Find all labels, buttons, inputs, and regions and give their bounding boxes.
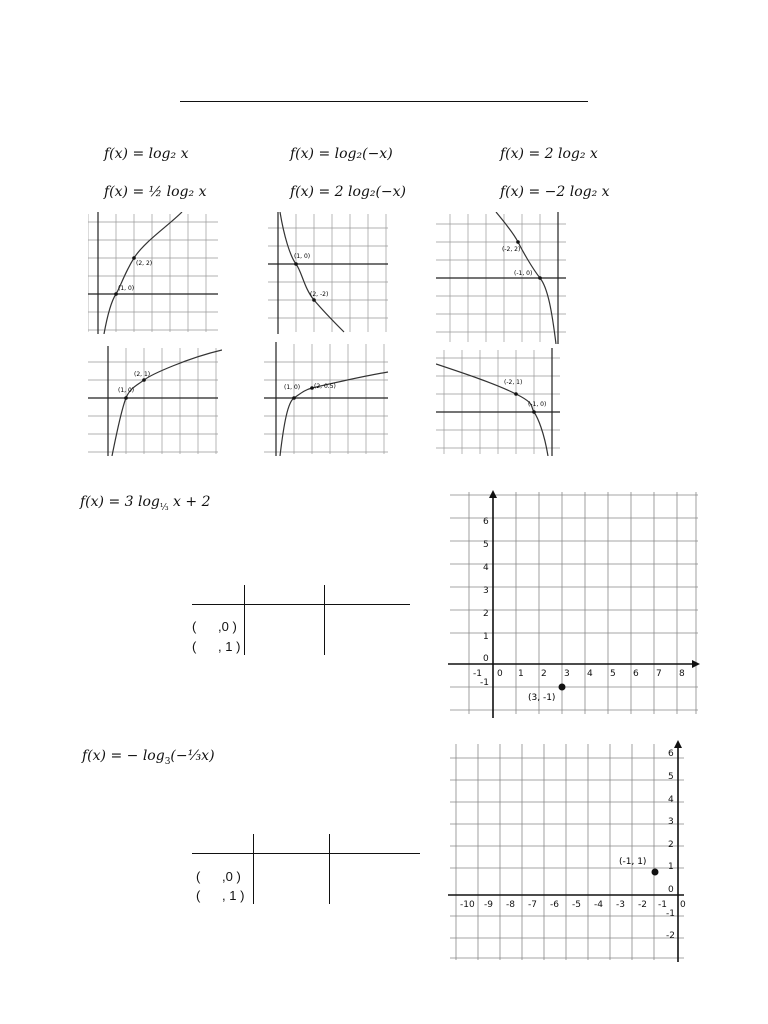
svg-text:0: 0: [483, 654, 489, 664]
svg-text:7: 7: [656, 669, 662, 679]
svg-text:4: 4: [483, 563, 489, 573]
formula-neg2log2x: [500, 184, 610, 200]
table2-header-line: [192, 853, 420, 854]
svg-text:2: 2: [541, 669, 547, 679]
point-label: (-1, 0): [528, 401, 547, 408]
formula-text: f(x) = 2 log₂(−x): [290, 184, 407, 200]
problem1-formula: [80, 494, 210, 513]
point-1-0: [124, 396, 128, 400]
point-label: (-2, 1): [504, 379, 523, 386]
svg-text:4: 4: [587, 669, 593, 679]
svg-text:6: 6: [633, 669, 639, 679]
graph-2log2x-reflect: [436, 212, 568, 344]
svg-text:3: 3: [668, 817, 674, 827]
formula-text: f(x) = 3 log: [80, 494, 160, 510]
svg-text:-4: -4: [594, 900, 603, 910]
formula-half-log2x: [104, 184, 206, 200]
table1-header-line: [192, 604, 410, 605]
problem2-grid: [448, 740, 694, 962]
point-label: (1, 0): [118, 387, 135, 394]
formula-tail: (−⅓x): [170, 748, 215, 764]
formula-2log2x: [500, 146, 598, 162]
table1-row-2: ( , 1 ): [192, 639, 241, 654]
point-label: (2, 1): [134, 371, 151, 378]
svg-text:-7: -7: [528, 900, 537, 910]
svg-text:-5: -5: [572, 900, 581, 910]
point-label: (3, -1): [528, 693, 556, 703]
point-1-0: [294, 262, 298, 266]
table2-row-2: ( , 1 ): [196, 888, 245, 903]
svg-text:1: 1: [668, 862, 674, 872]
curve: [436, 364, 548, 456]
point-1-0: [114, 292, 118, 296]
point-label: (2, 2): [136, 260, 153, 267]
svg-text:3: 3: [483, 586, 489, 596]
svg-text:5: 5: [483, 540, 489, 550]
graph-half-log2x: [88, 346, 222, 456]
svg-text:1: 1: [483, 632, 489, 642]
formula-text: f(x) = ½ log₂ x: [104, 184, 207, 200]
log-base: ⅓: [159, 502, 169, 513]
formula-log2-negx: [290, 146, 393, 162]
formula-log2x: [104, 146, 188, 162]
problem1-grid: [448, 490, 700, 718]
point-neg2-1: [514, 392, 518, 396]
svg-text:0: 0: [668, 885, 674, 895]
svg-text:-1: -1: [658, 900, 667, 910]
log-base: 3: [164, 756, 171, 767]
svg-text:-2: -2: [638, 900, 647, 910]
point-label: (-2, 2): [502, 246, 521, 253]
formula-text: f(x) = − log: [82, 748, 165, 764]
point-2-neg2: [312, 298, 316, 302]
table1-divider-2: [324, 585, 325, 655]
svg-text:-6: -6: [550, 900, 559, 910]
formula-text: f(x) = log₂ x: [104, 146, 189, 162]
formula-2log2-negx: [290, 184, 406, 200]
point-label: (2, -2): [310, 291, 329, 298]
graph-neg2log2x: [436, 348, 562, 456]
point-label: (1, 0): [284, 384, 301, 391]
formula-tail: x + 2: [168, 494, 211, 510]
svg-text:5: 5: [668, 772, 674, 782]
formula-text: f(x) = log₂(−x): [290, 146, 393, 162]
point-1-0: [292, 396, 296, 400]
svg-text:-1: -1: [473, 669, 482, 679]
graph-log2x: [88, 212, 222, 334]
y-axis-arrow: [674, 740, 682, 748]
given-point: [652, 869, 659, 876]
svg-text:5: 5: [610, 669, 616, 679]
point-label: (-1, 1): [619, 857, 647, 867]
point-label: (1, 0): [118, 285, 135, 292]
curve: [280, 212, 344, 332]
y-axis-arrow: [489, 490, 497, 498]
table2-row-1: ( ,0 ): [196, 869, 241, 884]
formula-text: f(x) = −2 log₂ x: [500, 184, 610, 200]
svg-text:-2: -2: [666, 931, 675, 941]
point-2-1: [142, 378, 146, 382]
title-underline: [180, 101, 588, 102]
point-neg1-0: [532, 410, 536, 414]
point-label: (-1, 0): [514, 270, 533, 277]
formula-text: f(x) = 2 log₂ x: [500, 146, 598, 162]
svg-text:1: 1: [518, 669, 524, 679]
graph-2log2-negx: [264, 342, 390, 456]
svg-text:6: 6: [668, 749, 674, 759]
svg-text:0: 0: [680, 900, 686, 910]
svg-text:0: 0: [497, 669, 503, 679]
svg-text:-9: -9: [484, 900, 493, 910]
table2-divider-1: [253, 834, 254, 904]
svg-text:4: 4: [668, 795, 674, 805]
point-label: (1, 0): [294, 253, 311, 260]
table1-row-1: ( ,0 ): [192, 619, 237, 634]
point-neg2-2: [516, 240, 520, 244]
graph-log2-negx-reflect: [268, 212, 390, 334]
svg-text:2: 2: [668, 840, 674, 850]
curve: [112, 350, 222, 456]
point-neg1-0: [538, 276, 542, 280]
svg-text:-1: -1: [666, 909, 675, 919]
svg-text:-1: -1: [480, 678, 489, 688]
svg-text:2: 2: [483, 609, 489, 619]
svg-text:-10: -10: [460, 900, 475, 910]
svg-text:6: 6: [483, 517, 489, 527]
svg-text:3: 3: [564, 669, 570, 679]
problem2-formula: [82, 748, 215, 767]
svg-text:8: 8: [679, 669, 685, 679]
svg-text:-8: -8: [506, 900, 515, 910]
table2-divider-2: [329, 834, 330, 904]
given-point: [559, 684, 566, 691]
point-label: (2, 0.5): [314, 383, 336, 390]
svg-text:-3: -3: [616, 900, 625, 910]
table1-divider-1: [244, 585, 245, 655]
